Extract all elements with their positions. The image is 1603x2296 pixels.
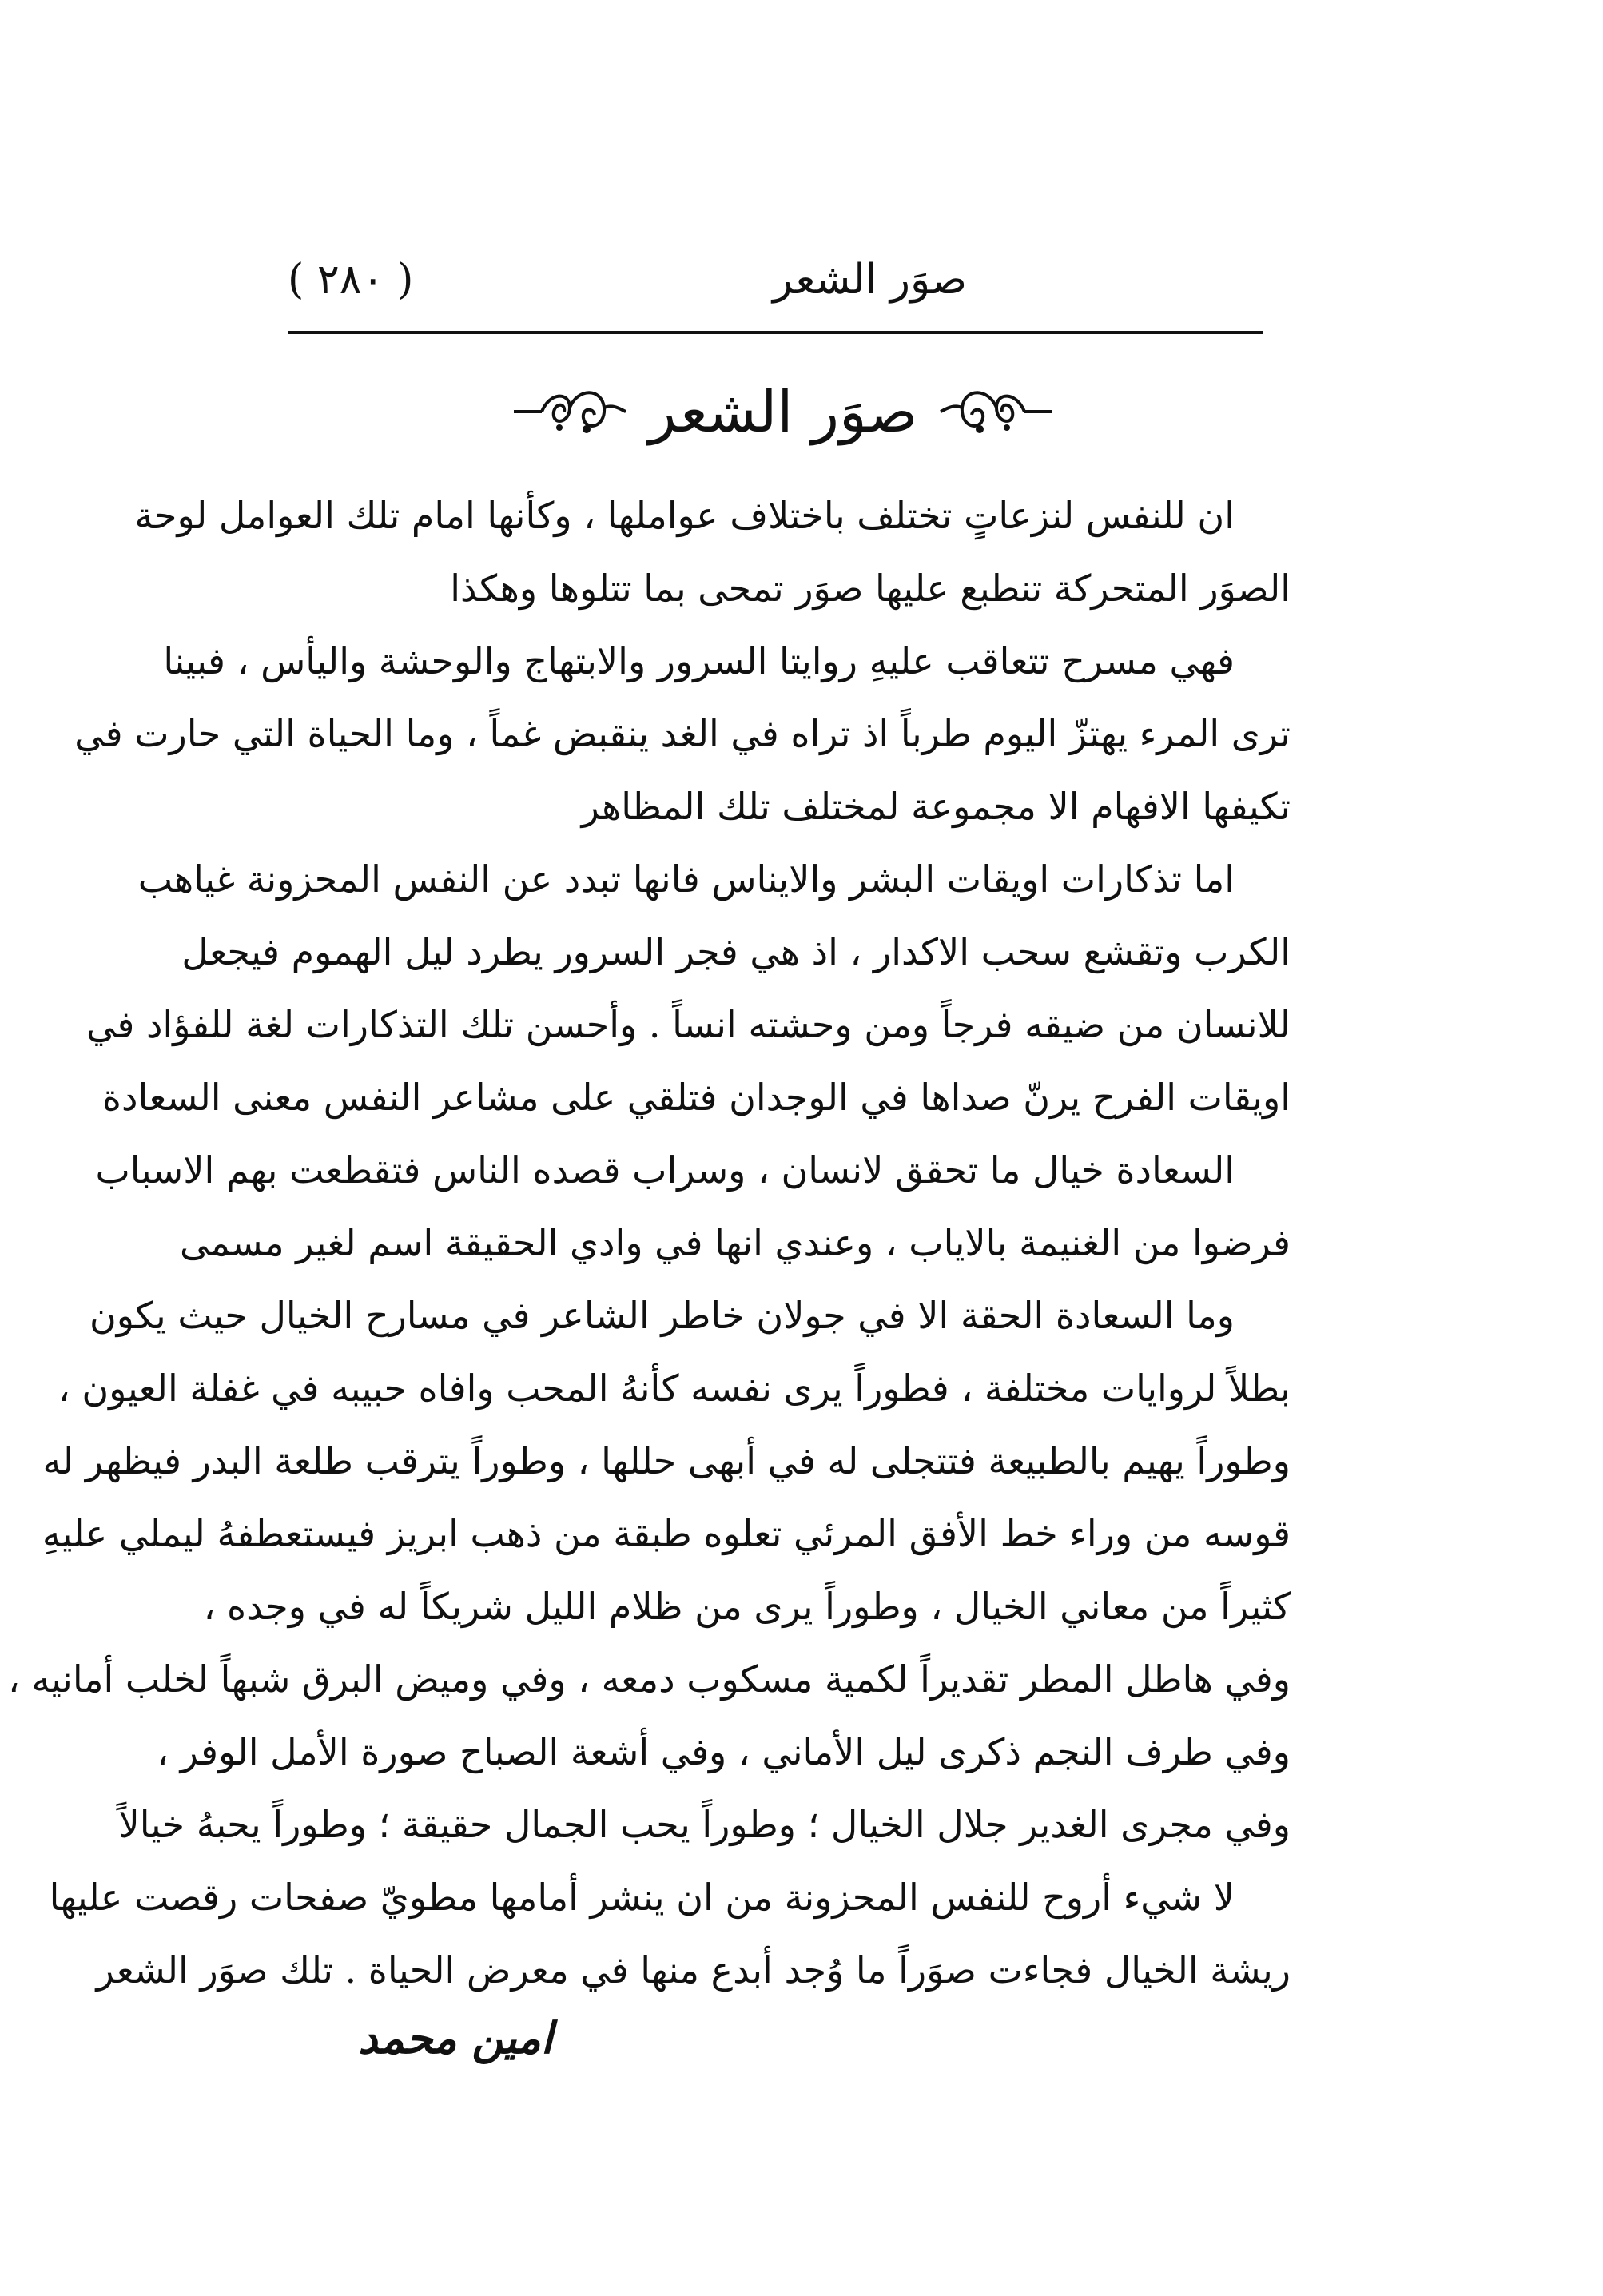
paragraph — [86, 843, 1291, 1134]
text-line: فرضوا من الغنيمة بالاياب ، وعندي انها في وادي الحقيقة اسم لغير مسمى — [179, 1221, 1291, 1264]
text-line: لا شيء أروح للنفس المحزونة من ان ينشر أمامها مطويّ صفحات رقصت عليها — [49, 1876, 1235, 1919]
page-header — [288, 240, 1263, 320]
text-line: للانسان من ضيقه فرجاً ومن وحشته انساً . وأحسن تلك التذكارات لغة للفؤاد في — [86, 1003, 1291, 1046]
article-title: صوَر الشعر — [648, 378, 918, 445]
text-line: اما تذكارات اويقات البشر والايناس فانها تبدد عن النفس المحزونة غياهب — [137, 858, 1235, 901]
text-line: السعادة خيال ما تحقق لانسان ، وسراب قصده الناس فتقطعت بهم الاسباب — [95, 1148, 1235, 1192]
text-line: وفي هاطل المطر تقديراً لكمية مسكوب دمعه ، وفي وميض البرق شبهاً لخلب أمانيه ، — [8, 1657, 1291, 1701]
running-title: صوَر الشعر — [772, 256, 967, 304]
paragraph — [8, 1279, 1291, 1861]
text-line: ترى المرء يهتزّ اليوم طرباً اذ تراه في الغد ينقبض غماً ، وما الحياة التي حارت في — [74, 712, 1291, 755]
floral-ornament-icon — [937, 380, 1056, 444]
paragraph — [74, 625, 1291, 843]
text-line: ان للنفس لنزعاتٍ تختلف باختلاف عواملها ، وكأنها امام تلك العوامل لوحة — [134, 494, 1235, 537]
author-signature: امين محمد — [358, 2012, 553, 2063]
page-number: ( ٢٨٠ ) — [288, 256, 414, 304]
paragraph — [134, 479, 1291, 625]
text-line: قوسه من وراء خط الأفق المرئي تعلوه طبقة من ذهب ابريز فيستعطفهُ ليملي عليهِ — [42, 1512, 1291, 1555]
text-line: وطوراً يهيم بالطبيعة فتتجلى له في أبهى حللها ، وطوراً يترقب طلعة البدر فيظهر له — [42, 1439, 1291, 1482]
text-line: الصوَر المتحركة تنطبع عليها صوَر تمحى بما تتلوها وهكذا — [450, 567, 1291, 610]
text-line: وفي طرف النجم ذكرى ليل الأماني ، وفي أشعة الصباح صورة الأمل الوفر ، — [157, 1730, 1291, 1773]
paragraph — [95, 1134, 1291, 1279]
floral-ornament-icon — [510, 380, 630, 444]
text-line: اويقات الفرح يرنّ صداها في الوجدان فتلقي على مشاعر النفس معنى السعادة — [101, 1076, 1291, 1119]
text-line: وما السعادة الحقة الا في جولان خاطر الشاعر في مسارح الخيال حيث يكون — [89, 1294, 1235, 1337]
text-line: تكيفها الافهام الا مجموعة لمختلف تلك المظاهر — [581, 785, 1291, 828]
article-title-block — [471, 352, 1095, 472]
header-rule — [288, 331, 1263, 334]
text-line: بطلاً لروايات مختلفة ، فطوراً يرى نفسه كأنهُ المحب وافاه حبيبه في غفلة العيون ، — [58, 1367, 1291, 1410]
text-line: وفي مجرى الغدير جلال الخيال ؛ وطوراً يحب الجمال حقيقة ؛ وطوراً يحبهُ خيالاً — [118, 1803, 1291, 1846]
article-body — [8, 479, 1291, 2007]
text-line: الكرب وتقشع سحب الاكدار ، اذ هي فجر السرور يطرد ليل الهموم فيجعل — [181, 930, 1291, 973]
text-line: كثيراً من معاني الخيال ، وطوراً يرى من ظلام الليل شريكاً له في وجده ، — [203, 1585, 1291, 1628]
text-line: ريشة الخيال فجاءت صوَراً ما وُجد أبدع منها في معرض الحياة . تلك صوَر الشعر — [96, 1948, 1291, 1992]
text-line: فهي مسرح تتعاقب عليهِ روايتا السرور والابتهاج والوحشة واليأس ، فبينا — [163, 639, 1235, 682]
paragraph — [49, 1861, 1291, 2007]
